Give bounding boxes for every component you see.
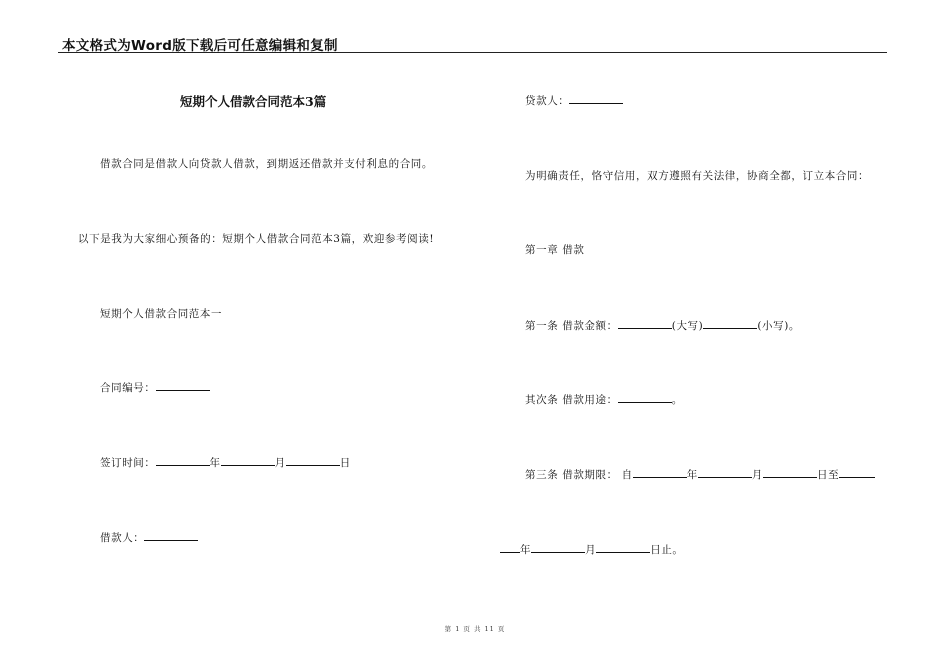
borrower-label: 借款人： xyxy=(100,532,145,544)
sign-time-label: 签订时间： xyxy=(100,457,156,469)
intro-paragraph: 借款合同是借款人向贷款人借款，到期返还借款并支付利息的合同。 xyxy=(100,158,433,170)
end-month-label: 月 xyxy=(585,544,597,556)
document-banner: 本文格式为Word版下载后可任意编辑和复制 xyxy=(62,38,338,54)
amount-lowercase-blank xyxy=(703,319,757,329)
article-one-label: 第一条 借款金额： xyxy=(525,320,618,332)
end-year-blank-cont xyxy=(500,543,520,553)
capital-label: (大写) xyxy=(671,320,704,332)
purpose-blank xyxy=(618,393,672,403)
period-mark: 。 xyxy=(671,394,683,406)
year-label: 年 xyxy=(209,457,221,469)
day-label: 日 xyxy=(339,457,351,469)
start-year-label: 年 xyxy=(686,469,698,481)
borrower-blank xyxy=(144,531,198,541)
sign-month-blank xyxy=(221,456,275,466)
article-two-label: 其次条 借款用途： xyxy=(525,394,618,406)
preamble-paragraph: 为明确责任，恪守信用，双方遵照有关法律，协商全都，订立本合同： xyxy=(525,170,870,182)
header-divider xyxy=(58,52,887,53)
lender-line xyxy=(525,93,623,108)
start-month-blank xyxy=(698,468,752,478)
day-to-label: 日至 xyxy=(817,469,840,481)
document-title: 短期个人借款合同范本3篇 xyxy=(180,94,327,109)
article-one-line xyxy=(525,318,800,333)
end-month-blank xyxy=(531,543,585,553)
amount-capital-blank xyxy=(618,319,672,329)
end-year-blank-start xyxy=(839,468,875,478)
month-label: 月 xyxy=(274,457,286,469)
term-end-line xyxy=(500,542,684,557)
lowercase-label: (小写)。 xyxy=(757,320,801,332)
section-title: 短期个人借款合同范本一 xyxy=(100,308,223,320)
lender-label: 贷款人： xyxy=(525,95,570,107)
end-year-label: 年 xyxy=(520,544,532,556)
lead-paragraph: 以下是我为大家细心预备的：短期个人借款合同范本3篇，欢迎参考阅读! xyxy=(78,233,435,245)
end-suffix: 日止。 xyxy=(650,544,684,556)
borrower-line xyxy=(100,530,198,545)
contract-number-blank xyxy=(156,381,210,391)
start-month-label: 月 xyxy=(751,469,763,481)
contract-number-label: 合同编号： xyxy=(100,382,156,394)
start-day-blank xyxy=(763,468,817,478)
sign-time-line xyxy=(100,455,351,470)
article-three-line xyxy=(525,467,875,482)
article-three-label: 第三条 借款期限： 自 xyxy=(525,469,633,481)
contract-number-line xyxy=(100,380,210,395)
start-year-blank xyxy=(633,468,687,478)
lender-blank xyxy=(569,94,623,104)
end-day-blank xyxy=(596,543,650,553)
page-footer: 第 1 页 共 11 页 xyxy=(444,625,506,633)
chapter-one-heading: 第一章 借款 xyxy=(525,244,585,256)
article-two-line xyxy=(525,392,683,407)
sign-day-blank xyxy=(286,456,340,466)
sign-year-blank xyxy=(156,456,210,466)
